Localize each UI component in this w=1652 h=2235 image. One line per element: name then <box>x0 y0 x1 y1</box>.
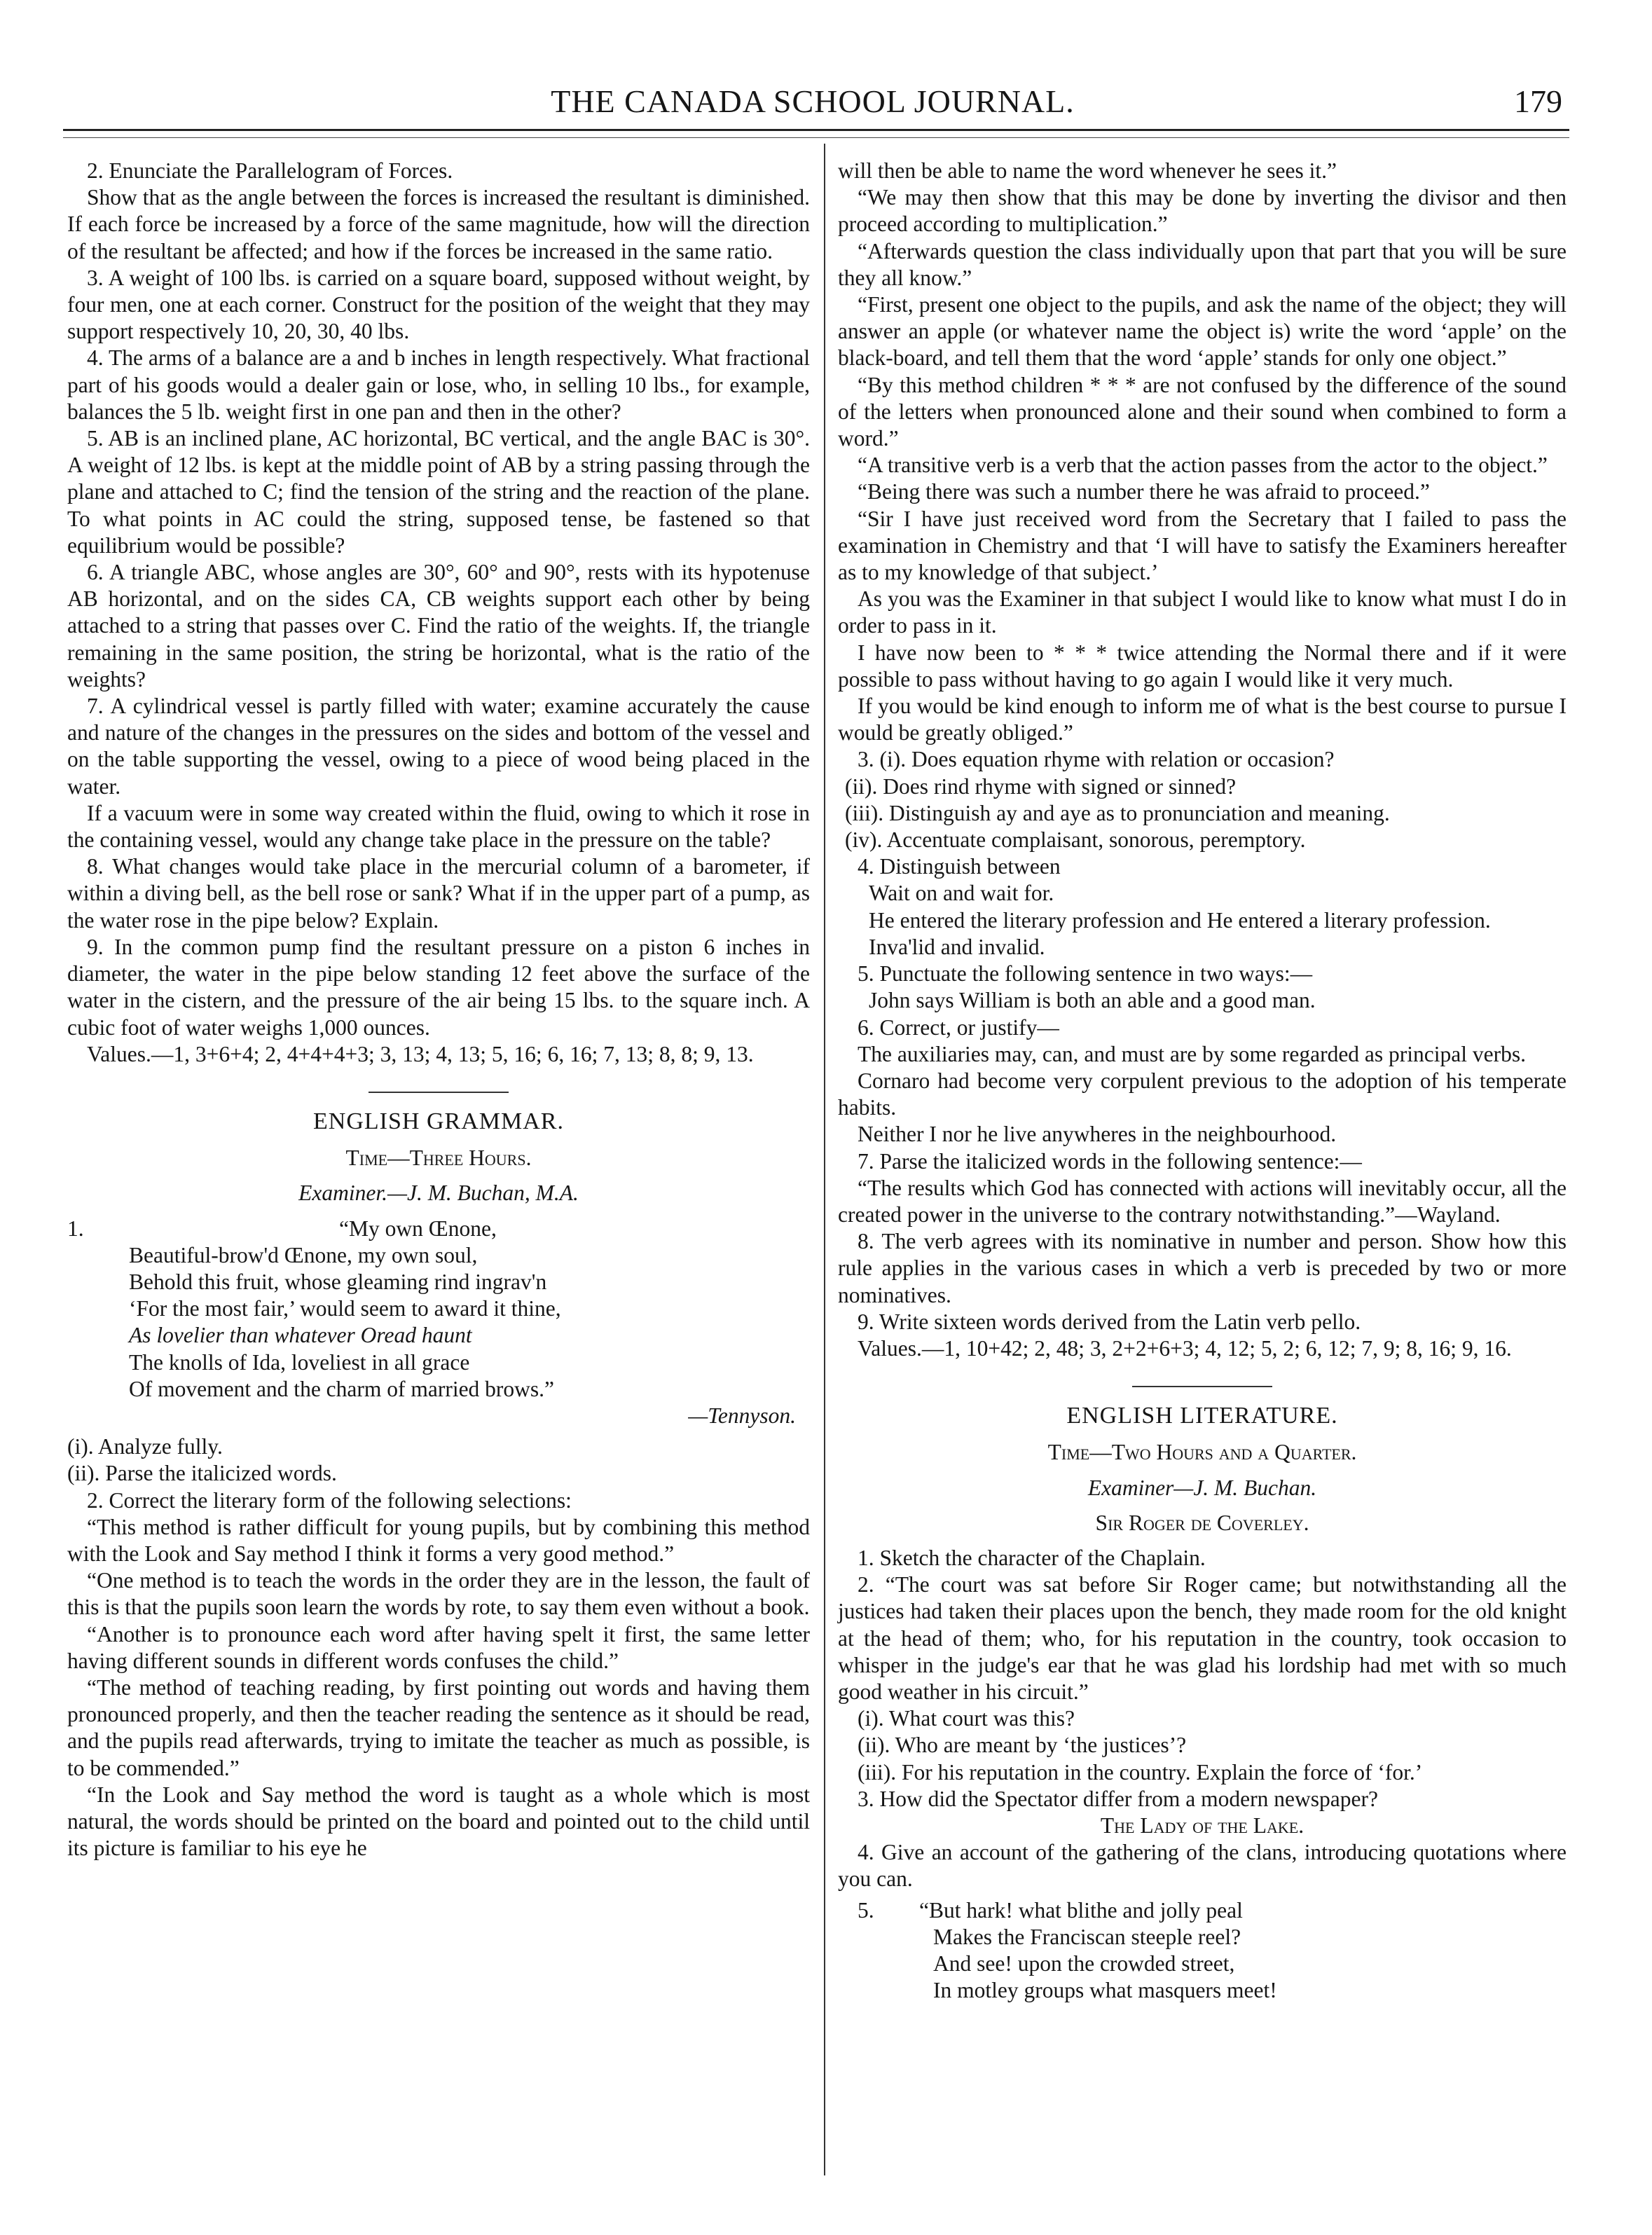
grammar-examiner: Examiner.—J. M. Buchan, M.A. <box>298 1181 579 1206</box>
grammar-q9: 9. Write sixteen words derived from the Latin verb pello. <box>858 1309 1361 1334</box>
grammar-q3-iv: (iv). Accentuate complaisant, sonorous, peremptory. <box>845 827 1306 853</box>
grammar-q5: 5. Punctuate the following sentence in two ways:— <box>858 961 1313 986</box>
grammar-values: Values.—1, 10+42; 2, 48; 3, 2+2+6+3; 4, 12; 5, 2; 6, 12; 7, 9; 8, 16; 9, 16. <box>858 1335 1512 1361</box>
mech-q8: 8. What changes would take place in the mercurial column of a barometer, if within a diving bell, as the bell rose or sank? What if in the upper part of a pump, as the water rose in the pipe below? Explain. <box>67 854 810 933</box>
grammar-q1-i: (i). Analyze fully. <box>67 1434 223 1459</box>
poem-line: 1. “My own Œnone, <box>67 1216 810 1242</box>
grammar-cont-9: As you was the Examiner in that subject I would like to know what must I do in order to pass in it. <box>838 586 1567 638</box>
page-number: 179 <box>1514 83 1562 119</box>
journal-title: THE CANADA SCHOOL JOURNAL. <box>551 83 1075 119</box>
poem-line: 5. “But hark! what blithe and jolly peal <box>838 1897 1567 1924</box>
lit-q2-iii: (iii). For his reputation in the country. Explain the force of ‘for.’ <box>858 1759 1423 1784</box>
mech-q2-body: Show that as the angle between the forces is increased the resultant is diminished. If each force be increased by a force of the same magnitude, how will the direction of the resultant be affected; and how if the forces be increased in the same ratio. <box>67 185 810 263</box>
grammar-q7: 7. Parse the italicized words in the following sentence:— <box>858 1148 1362 1174</box>
grammar-q6: 6. Correct, or justify— <box>858 1015 1059 1040</box>
grammar-sel-5: “In the Look and Say method the word is taught as a whole which is most natural, the words should be printed on the board and pointed out to the child until its picture is familiar to his eye he <box>67 1782 810 1861</box>
poem-line: Beautiful-brow'd Œnone, my own soul, <box>129 1242 478 1267</box>
left-column <box>67 158 810 1862</box>
mech-q4: 4. The arms of a balance are a and b inches in length respectively. What fractional part of his goods would a dealer gain or lose, who, in selling 10 lbs., for example, balances the 5 lb. weight first in one pan and then in the other? <box>67 345 810 424</box>
grammar-title: ENGLISH GRAMMAR. <box>313 1108 564 1134</box>
grammar-q4-a: Wait on and wait for. <box>869 881 1054 906</box>
header-rule <box>63 129 1569 131</box>
mech-q6: 6. A triangle ABC, whose angles are 30°, 60° and 90°, rests with its hypotenuse AB horizontal, and on the sides CA, CB weights support each other by being attached to a string that passes over C. Find the ratio of the weights. If, the triangle remaining in the same position, the string be horizontal, what is the ratio of the weights? <box>67 560 810 692</box>
poem-line: Behold this fruit, whose gleaming rind ingrav'n <box>129 1269 547 1294</box>
poem-line: In motley groups what masquers meet! <box>933 1978 1277 2003</box>
poem-line: And see! upon the crowded street, <box>933 1951 1235 1976</box>
lit-q3: 3. How did the Spectator differ from a modern newspaper? <box>858 1786 1378 1811</box>
poem-line: The knolls of Ida, loveliest in all grace <box>129 1349 470 1375</box>
section-divider <box>1132 1386 1272 1387</box>
grammar-q3-ii: (ii). Does rind rhyme with signed or sinned? <box>845 773 1237 799</box>
lit-q2-ii: (ii). Who are meant by ‘the justices’? <box>858 1733 1187 1758</box>
tennyson-poem <box>67 1216 810 1430</box>
literature-examiner: Examiner—J. M. Buchan. <box>1087 1475 1317 1500</box>
grammar-q2: 2. Correct the literary form of the following selections: <box>87 1487 572 1513</box>
grammar-q6-a: The auxiliaries may, can, and must are by some regarded as principal verbs. <box>858 1041 1526 1066</box>
mech-q7: 7. A cylindrical vessel is partly filled with water; examine accurately the cause and nature of the changes in the pressures on the sides and bottom of the vessel and on the table supporting the vessel, owing to a piece of wood being placed in the water. <box>67 694 810 799</box>
column-divider <box>824 144 825 2175</box>
literature-subhead-coverley: Sir Roger de Coverley. <box>1095 1510 1309 1535</box>
poem-line: As lovelier than whatever Oread haunt <box>129 1323 472 1348</box>
lit-q1: 1. Sketch the character of the Chaplain. <box>858 1545 1206 1570</box>
grammar-cont-11: If you would be kind enough to inform me of what is the best course to pursue I would be greatly obliged.” <box>838 694 1567 745</box>
poem-number: 1. <box>67 1216 84 1241</box>
grammar-q4: 4. Distinguish between <box>858 854 1061 879</box>
right-column <box>838 158 1567 2008</box>
grammar-sel-2: “One method is to teach the words in the order they are in the lesson, the fault of this is that the pupils soon learn the words by rote, to say them even without a book. <box>67 1568 810 1620</box>
grammar-q8: 8. The verb agrees with its nominative in number and person. Show how this rule applies in the various cases in which a verb is preceded by two or more nominatives. <box>838 1229 1567 1307</box>
literature-time: Time—Two Hours and a Quarter. <box>1047 1440 1357 1465</box>
section-divider <box>369 1092 509 1093</box>
grammar-cont-2: “We may then show that this may be done by inverting the divisor and then proceed according to multiplication.” <box>838 185 1567 237</box>
grammar-cont-8: “Sir I have just received word from the Secretary that I failed to pass the examination in Chemistry and that ‘I will have to satisfy the Examiners hereafter as to my knowledge of that subject.’ <box>838 506 1567 585</box>
lit-q2-i: (i). What court was this? <box>858 1706 1075 1731</box>
mech-q3: 3. A weight of 100 lbs. is carried on a square board, supposed without weight, by four men, one at each corner. Construct for the position of the weight that they may support respectively 10, 20, 30, 40 lbs. <box>67 265 810 344</box>
poem-number: 5. <box>858 1897 874 1923</box>
grammar-q5-a: John says William is both an able and a good man. <box>869 988 1316 1013</box>
mech-q2: 2. Enunciate the Parallelogram of Forces. <box>87 158 453 183</box>
literature-title: ENGLISH LITERATURE. <box>1066 1403 1338 1429</box>
grammar-q3-i: 3. (i). Does equation rhyme with relation or occasion? <box>858 747 1335 772</box>
scott-poem <box>838 1897 1567 2004</box>
poem-line: Makes the Franciscan steeple reel? <box>933 1924 1241 1949</box>
grammar-q6-c: Neither I nor he live anywheres in the neighbourhood. <box>858 1122 1337 1147</box>
mech-values: Values.—1, 3+6+4; 2, 4+4+4+3; 3, 13; 4, 13; 5, 16; 6, 16; 7, 13; 8, 8; 9, 13. <box>87 1041 754 1066</box>
mech-q9: 9. In the common pump find the resultant pressure on a piston 6 inches in diameter, the water in the pipe below standing 12 feet above the surface of the water in the cistern, and the pressure of the air being 15 lbs. to the square inch. A cubic foot of water weighs 1,000 ounces. <box>67 934 810 1040</box>
grammar-cont-5: “By this method children * * * are not confused by the difference of the sound of the letters when pronounced alone and their sound when combined to form a word.” <box>838 372 1567 451</box>
grammar-q3-iii: (iii). Distinguish ay and aye as to pronunciation and meaning. <box>845 800 1390 825</box>
grammar-cont-3: “Afterwards question the class individually upon that part that you will be sure they all know.” <box>838 238 1567 290</box>
grammar-cont-10: I have now been to * * * twice attending the Normal there and if it were possible to pass without having to go again I would like it very much. <box>838 640 1567 692</box>
grammar-q4-b: He entered the literary profession and He entered a literary profession. <box>869 907 1491 933</box>
page-header <box>63 83 1562 125</box>
header-rule-thin <box>63 137 1569 138</box>
poem-line: Of movement and the charm of married brows.” <box>129 1376 555 1401</box>
grammar-cont-4: “First, present one object to the pupils, and ask the name of the object; they will answer an apple (or whatever name the object is) write the word ‘apple’ on the black-board, and tell them that the word ‘apple’ stands for only one object.” <box>838 292 1567 371</box>
literature-subhead-lady: The Lady of the Lake. <box>1100 1813 1305 1838</box>
grammar-q4-c: Inva'lid and invalid. <box>869 934 1045 959</box>
grammar-cont-7: “Being there was such a number there he was afraid to proceed.” <box>858 479 1430 504</box>
poem-attribution: —Tennyson. <box>688 1403 796 1428</box>
grammar-sel-4: “The method of teaching reading, by first pointing out words and having them pronounced properly, and then the teacher reading the sentence as it should be read, and the pupils read afterwards, trying to imitate the teacher as much as possible, is to be commended.” <box>67 1674 810 1780</box>
grammar-cont-1: will then be able to name the word whenever he sees it.” <box>838 158 1337 183</box>
grammar-time: Time—Three Hours. <box>345 1146 532 1171</box>
mech-q7-b: If a vacuum were in some way created within the fluid, owing to which it rose in the containing vessel, would any change take place in the pressure on the table? <box>67 800 810 853</box>
lit-q4: 4. Give an account of the gathering of the clans, introducing quotations where you can. <box>838 1840 1567 1892</box>
grammar-sel-3: “Another is to pronounce each word after having spelt it first, the same letter having different sounds in different words confuses the child.” <box>67 1621 810 1673</box>
grammar-cont-6: “A transitive verb is a verb that the action passes from the actor to the object.” <box>858 453 1548 478</box>
grammar-q1-ii: (ii). Parse the italicized words. <box>67 1461 337 1486</box>
grammar-q7-a: “The results which God has connected with actions will inevitably occur, all the created power in the universe to the contrary notwithstanding.”—Wayland. <box>838 1175 1567 1227</box>
grammar-q6-b: Cornaro had become very corpulent previous to the adoption of his temperate habits. <box>838 1068 1567 1120</box>
poem-line: ‘For the most fair,’ would seem to award it thine, <box>129 1296 561 1321</box>
grammar-sel-1: “This method is rather difficult for young pupils, but by combining this method with the Look and Say method I think it forms a very good method.” <box>67 1514 810 1566</box>
lit-q2: 2. “The court was sat before Sir Roger came; but notwithstanding all the justices had taken their places upon the bench, they made room for the old knight at the head of them; who, for his reputation in the country, took occasion to whisper in the judge's ear that he was glad his lordship had met with so much good weather in his circuit.” <box>838 1572 1567 1704</box>
mech-q5: 5. AB is an inclined plane, AC horizontal, BC vertical, and the angle BAC is 30°. A weight of 12 lbs. is kept at the middle point of AB by a string passing through the plane and attached to C; find the tension of the string and the reaction of the plane. To what points in AC could the string, supposed tense, be fastened so that equilibrium would be possible? <box>67 426 810 558</box>
